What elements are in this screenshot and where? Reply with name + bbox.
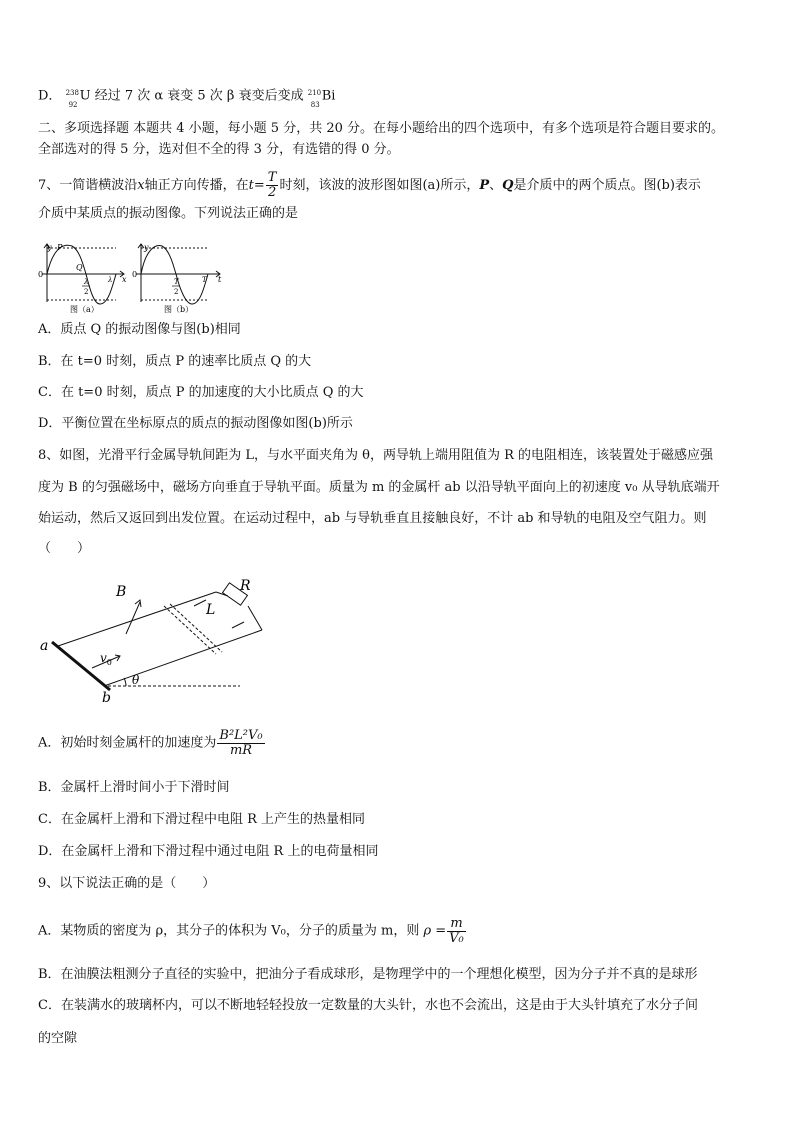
fig-v0-label: $v_0$ <box>100 651 112 667</box>
q9-option-a-fraction: $\frac{m}{\text{V₀}}$ <box>449 916 464 946</box>
t-half-fraction: $\frac{T}{2}$ <box>267 170 277 200</box>
fig-a-lambda-half: λ <box>84 278 89 286</box>
q7-option-d: D．平衡位置在坐标原点的质点的振动图像如图(b)所示 <box>38 416 353 431</box>
svg-text:2: 2 <box>84 288 89 296</box>
q8-option-a: A．初始时刻金属杆的加速度为 $\frac{\text{B²L²V₀}}{mR}$ <box>38 728 263 758</box>
B-field-arrow <box>126 602 140 634</box>
fig-a-Q-label: Q <box>76 263 83 272</box>
fig-theta-label: θ <box>132 673 140 687</box>
section-header-line2: 全部选对的得 5 分，选对但不全的得 3 分，有选错的得 0 分。 <box>38 142 400 157</box>
q8-stem-line1: 8、如图，光滑平行金属导轨间距为 L，与水平面夹角为 θ，两导轨上端用阻值为 R 的电阻相连，该装置处于磁感应强 <box>38 448 714 463</box>
fig-a-x-label: x <box>122 275 127 284</box>
fig-R-label: R <box>240 578 251 594</box>
q8-option-b: B．金属杆上滑时间小于下滑时间 <box>38 780 230 795</box>
q7-stem-line2: 介质中某质点的振动图像。下列说法正确的是 <box>38 206 299 221</box>
fig-b-T: T <box>202 276 207 284</box>
q7-stem: 7、一简谐横波沿x轴正方向传播，在t= $\frac{T}{2}$ 时刻，该波的波形图如图(a)所示，P、Q是介质中的两个质点。图(b)表示 <box>38 170 701 200</box>
q7-option-c: C．在 t=0 时刻，质点 P 的加速度的大小比质点 Q 的大 <box>38 385 364 400</box>
svg-text:2: 2 <box>174 288 179 296</box>
q9-option-c: C．在装满水的玻璃杯内，可以不断地轻轻投放一定数量的大头针，水也不会流出，这是由于大头针填充了水分子间 <box>38 998 698 1013</box>
q8-option-c: C．在金属杆上滑和下滑过程中电阻 R 上产生的热量相同 <box>38 812 365 827</box>
q9-stem: 9、以下说法正确的是（ ） <box>38 876 216 891</box>
fig-a-origin: 0 <box>38 270 44 279</box>
fig-b-label: b <box>102 690 111 706</box>
wave-figures <box>36 238 226 316</box>
fig-a-label: a <box>40 638 49 654</box>
q8-stem-line2: 度为 B 的匀强磁场中，磁场方向垂直于导轨平面。质量为 m 的金属杆 ab 以沿导轨平面向上的初速度 v₀ 从导轨底端开 <box>38 480 720 495</box>
uranium-nuclide: 238 92 <box>65 89 79 109</box>
q7-option-a: A．质点 Q 的振动图像与图(b)相同 <box>38 322 241 337</box>
q8-option-d: D．在金属杆上滑和下滑过程中通过电阻 R 上的电荷量相同 <box>38 844 379 859</box>
fig-L-label: L <box>206 602 216 618</box>
fig-b-origin: 0 <box>132 270 138 279</box>
fig-b-y-label: y <box>144 243 149 252</box>
q9-option-a: A．某物质的密度为 ρ，其分子的体积为 V₀，分子的质量为 m，则 ρ = $\frac{m}{\text{V₀}}$ <box>38 916 464 946</box>
incline-rail-figure <box>36 576 266 706</box>
upper-rail <box>58 592 216 646</box>
fig-b-t-label: t <box>218 275 222 284</box>
fig-B-label: B <box>116 584 127 600</box>
fig-b-caption: 图（b） <box>164 305 194 314</box>
prev-option-d: D． 238 92 U 经过 7 次 α 衰变 5 次 β 衰变后变成 210 83 Bi <box>38 88 336 109</box>
q7-option-b: B．在 t=0 时刻，质点 P 的速率比质点 Q 的大 <box>38 354 312 369</box>
q8-stem-line4: （ ） <box>38 541 91 556</box>
metal-rod-ab <box>52 642 110 690</box>
fig-a-caption: 图（a） <box>70 305 99 314</box>
fig-a-lambda: λ <box>108 276 113 284</box>
q8-stem-line3: 始运动，然后又返回到出发位置。在运动过程中，ab 与导轨垂直且接触良好，不计 ab 和导轨的电阻及空气阻力。则 <box>38 511 707 526</box>
q9-option-c-line2: 的空隙 <box>38 1031 78 1046</box>
fig-a-y-label: y <box>47 243 52 252</box>
q9-option-b: B．在油膜法粗测分子直径的实验中，把油分子看成球形，是物理学中的一个理想化模型，因为分子并不真的是球形 <box>38 967 698 982</box>
bismuth-nuclide: 210 83 <box>307 89 322 109</box>
lower-rail <box>104 630 262 686</box>
figure-a <box>42 244 124 304</box>
fig-b-T-half: T <box>174 278 179 286</box>
section-header: 二、多项选择题 本题共 4 小题，每小题 5 分，共 20 分。在每小题给出的四个选项中，有多个选项是符合题目要求的。 <box>38 121 725 136</box>
q8-option-a-fraction: $\frac{\text{B²L²V₀}}{mR}$ <box>219 728 263 758</box>
fig-a-P-label: P <box>57 243 63 252</box>
